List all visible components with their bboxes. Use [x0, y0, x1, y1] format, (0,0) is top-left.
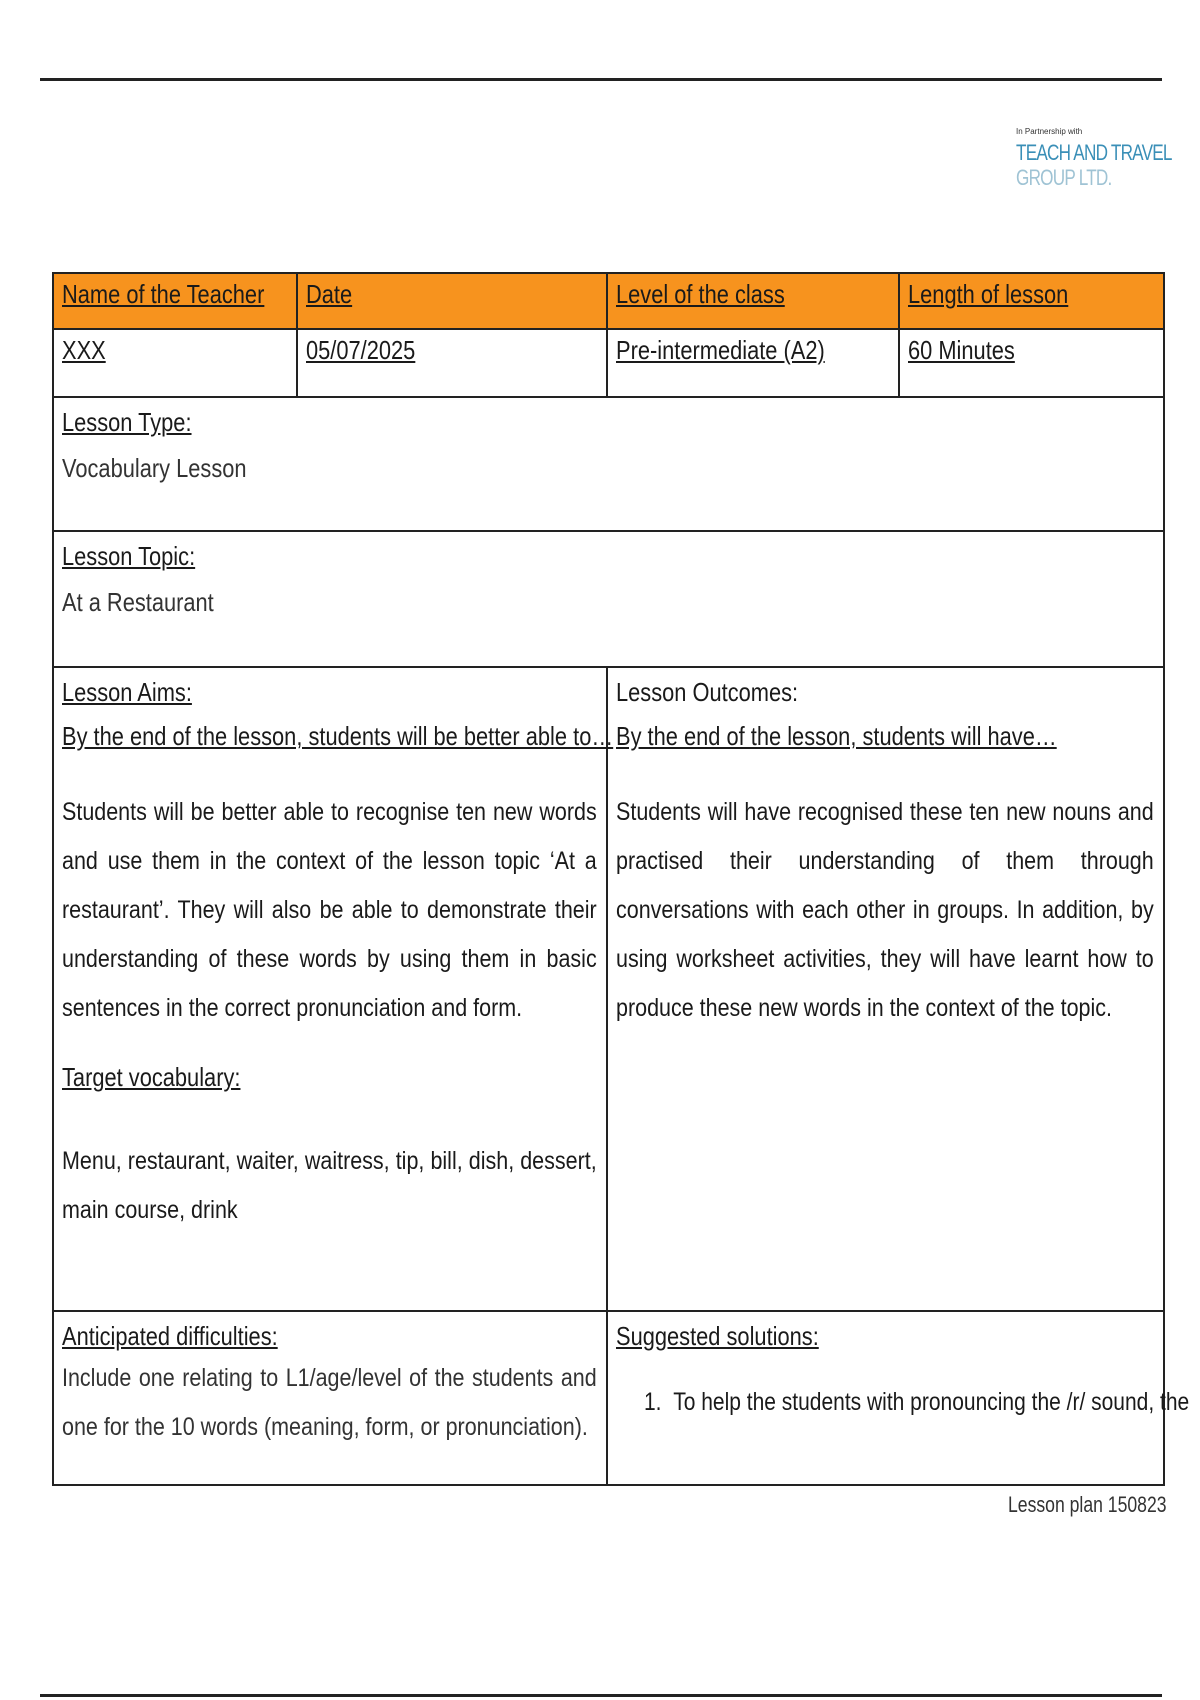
logo-partner-text: In Partnership with [1016, 127, 1083, 136]
lesson-topic-cell [53, 531, 1164, 667]
date-label: Date [306, 279, 353, 309]
lesson-type-value: Vocabulary Lesson [62, 452, 247, 483]
lesson-plan-table [52, 272, 1190, 1486]
difficulties-cell [53, 1311, 607, 1485]
bottom-rule [40, 1694, 1162, 1697]
lesson-type-cell [53, 397, 1164, 531]
logo-brand-line2: GROUP LTD. [1016, 165, 1112, 190]
solution-item-text: To help the students with pronouncing the /r/ sound, the [673, 1387, 1190, 1416]
lesson-outcomes-intro: By the end of the lesson, students will have… [616, 720, 1057, 751]
lesson-type-label: Lesson Type: [62, 407, 192, 437]
lesson-type-row [53, 397, 1164, 531]
lesson-outcomes-body: Students will have recognised these ten new nouns and practised their understanding of them through conversations with each other in groups. In addition, by using worksheet activities, they will have learnt how to produce these new words in the context of the topic. [616, 797, 1154, 1022]
length-value: 60 Minutes [908, 335, 1015, 365]
header-teacher-cell [53, 273, 297, 329]
length-label: Length of lesson [908, 279, 1069, 309]
solutions-label: Suggested solutions: [616, 1321, 819, 1351]
date-cell [297, 329, 607, 397]
teacher-label: Name of the Teacher [62, 279, 265, 309]
top-rule [40, 78, 1162, 81]
lesson-aims-intro: By the end of the lesson, students will be better able to… [62, 720, 614, 751]
aims-outcomes-row [53, 667, 1164, 1311]
lesson-topic-value: At a Restaurant [62, 586, 214, 617]
level-cell [607, 329, 899, 397]
lesson-plan-footer-note: Lesson plan 150823 [1008, 1492, 1167, 1517]
lesson-outcomes-cell [607, 667, 1164, 1311]
solutions-list-item [616, 1387, 1190, 1417]
lesson-topic-row [53, 531, 1164, 667]
lesson-aims-body: Students will be better able to recognise ten new words and use them in the context of the lesson topic ‘At a restaurant’. They will also be able to demonstrate their understanding of these words by using them in basic sentences in the correct pronunciation and form. [62, 797, 597, 1022]
solution-item-number: 1. [644, 1387, 662, 1416]
level-value: Pre-intermediate (A2) [616, 335, 825, 365]
lesson-outcomes-label: Lesson Outcomes: [616, 677, 799, 707]
lesson-aims-cell [53, 667, 614, 1311]
teacher-value: XXX [62, 335, 106, 365]
length-cell [899, 329, 1164, 397]
teacher-cell [53, 329, 297, 397]
header-level-cell [607, 273, 899, 329]
difficulties-label: Anticipated difficulties: [62, 1321, 278, 1351]
difficulties-body: Include one relating to L1/age/level of the students and one for the 10 words (meaning, form, or pronunciation). [62, 1363, 597, 1441]
header-date-cell [297, 273, 607, 329]
lesson-topic-label: Lesson Topic: [62, 541, 196, 571]
logo-brand-line1: TEACH AND TRAVEL [1016, 140, 1172, 165]
partner-logo [1016, 127, 1172, 190]
header-row [53, 273, 1164, 329]
target-vocabulary-label: Target vocabulary: [62, 1061, 241, 1092]
level-label: Level of the class [616, 279, 785, 309]
date-value: 05/07/2025 [306, 335, 416, 365]
solutions-cell [607, 1311, 1190, 1485]
header-length-cell [899, 273, 1164, 329]
target-vocabulary-words: Menu, restaurant, waiter, waitress, tip, bill, dish, dessert, main course, drink [62, 1146, 597, 1224]
values-row [53, 329, 1164, 397]
lesson-aims-label: Lesson Aims: [62, 677, 192, 707]
difficulties-row [53, 1311, 1164, 1485]
